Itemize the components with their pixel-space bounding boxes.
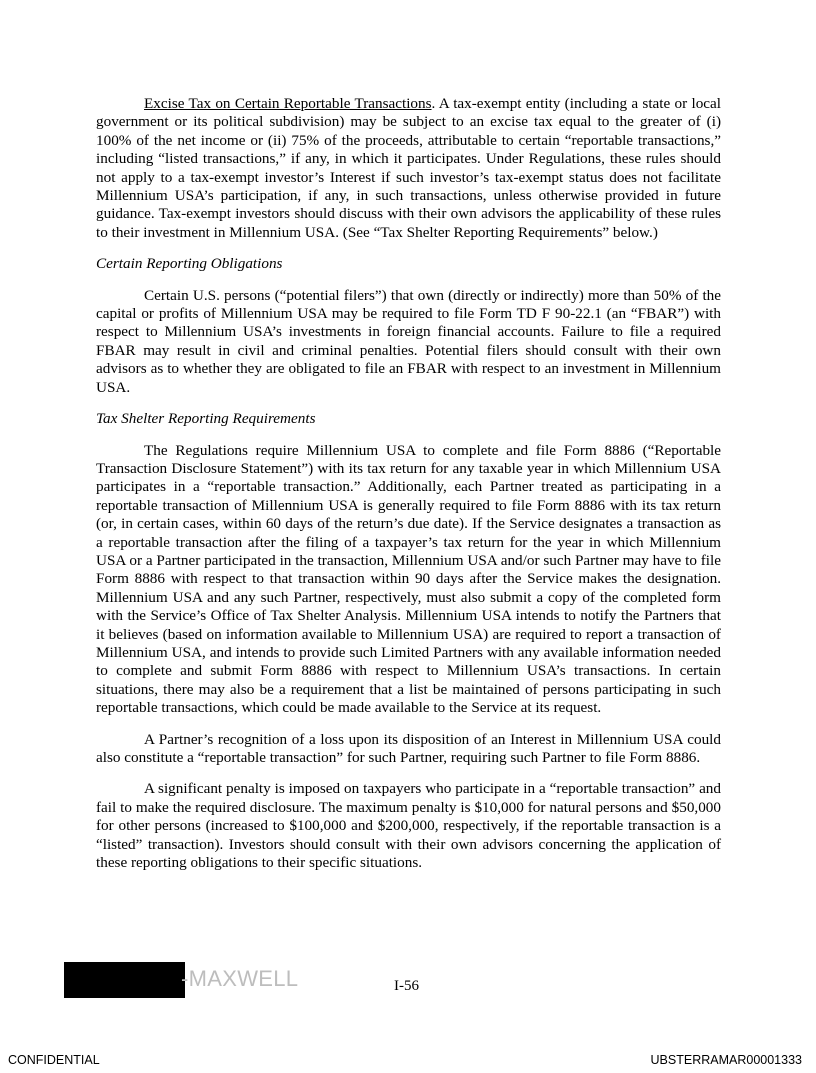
- body-text: [96, 95, 721, 885]
- redaction-box: [64, 962, 185, 998]
- reporting-obligations-heading: Certain Reporting Obligations: [96, 255, 283, 273]
- excise-tax-title: Excise Tax on Certain Reportable Transactions: [144, 95, 432, 112]
- page-number: I-56: [394, 978, 419, 994]
- tax-shelter-paragraph-2: A Partner’s recognition of a loss upon its disposition of an Interest in Millennium USA could also constitute a “reportable transaction” for such Partner, requiring such Partner to file Form 8886.: [96, 730, 721, 766]
- tax-shelter-heading: Tax Shelter Reporting Requirements: [96, 410, 316, 428]
- tax-shelter-paragraph-1: The Regulations require Millennium USA to complete and file Form 8886 (“Reportable Transaction Disclosure Statement”) with its tax return for any taxable year in which Millennium USA participates in a “reportable transaction.” Additionally, each Partner treated as participating in a reportable transaction of Millennium USA is generally required to file Form 8886 with its tax return (or, in certain cases, within 60 days of the return’s due date). If the Service designates a transaction as a reportable transaction after the filing of a taxpayer’s tax return for the year in which Millennium USA or a Partner participated in the transaction, Millennium USA and/or such Partner may have to file Form 8886 with respect to that transaction within 90 days after the Service makes the designation. Millennium USA and any such Partner, respectively, must also submit a copy of the completed form with the Service’s Office of Tax Shelter Analysis. Millennium USA intends to notify the Partners that it believes (based on information available to Millennium USA) are required to report a transaction of Millennium USA, and intends to provide such Limited Partners with any available information needed to complete and submit Form 8886 with respect to Millennium USA’s transactions. In certain situations, there may also be a requirement that a list be maintained of persons participating in such reportable transactions, which could be made available to the Service at its request.: [96, 441, 721, 717]
- redaction-label: -MAXWELL: [181, 966, 299, 991]
- excise-tax-paragraph: [96, 95, 721, 242]
- excise-tax-text: . A tax-exempt entity (including a state or local government or its political subdivision) may be subject to an excise tax equal to the greater of (i) 100% of the net income or (ii) 75% of the proceeds, attributable to certain “reportable transactions,” including “listed transactions,” if any, in which it participates. Under Regulations, these rules should not apply to a tax-exempt investor’s Interest if such investor’s tax-exempt status does not facilitate Millennium USA’s participation, if any, in such transactions, unless otherwise provided in future guidance. Tax-exempt investors should discuss with their own advisors the applicability of these rules to their investment in Millennium USA. (See “Tax Shelter Reporting Requirements” below.): [96, 95, 722, 241]
- bates-number: UBSTERRAMAR00001333: [650, 1053, 802, 1067]
- tax-shelter-paragraph-3: A significant penalty is imposed on taxpayers who participate in a “reportable transaction” and fail to make the required disclosure. The maximum penalty is $10,000 for natural persons and $50,000 for other persons (increased to $100,000 and $200,000, respectively, if the reportable transaction is a “listed” transaction). Investors should consult with their own advisors concerning the application of these reporting obligations to their specific situations.: [96, 780, 721, 872]
- reporting-obligations-paragraph: Certain U.S. persons (“potential filers”) that own (directly or indirectly) more than 50% of the capital or profits of Millennium USA may be required to file Form TD F 90-22.1 (an “FBAR”) with respect to Millennium USA’s investments in foreign financial accounts. Failure to file a required FBAR may result in civil and criminal penalties. Potential filers should consult with their own advisors as to whether they are obligated to file an FBAR with respect to an investment in Millennium USA.: [96, 286, 721, 396]
- confidential-label: CONFIDENTIAL: [8, 1053, 100, 1067]
